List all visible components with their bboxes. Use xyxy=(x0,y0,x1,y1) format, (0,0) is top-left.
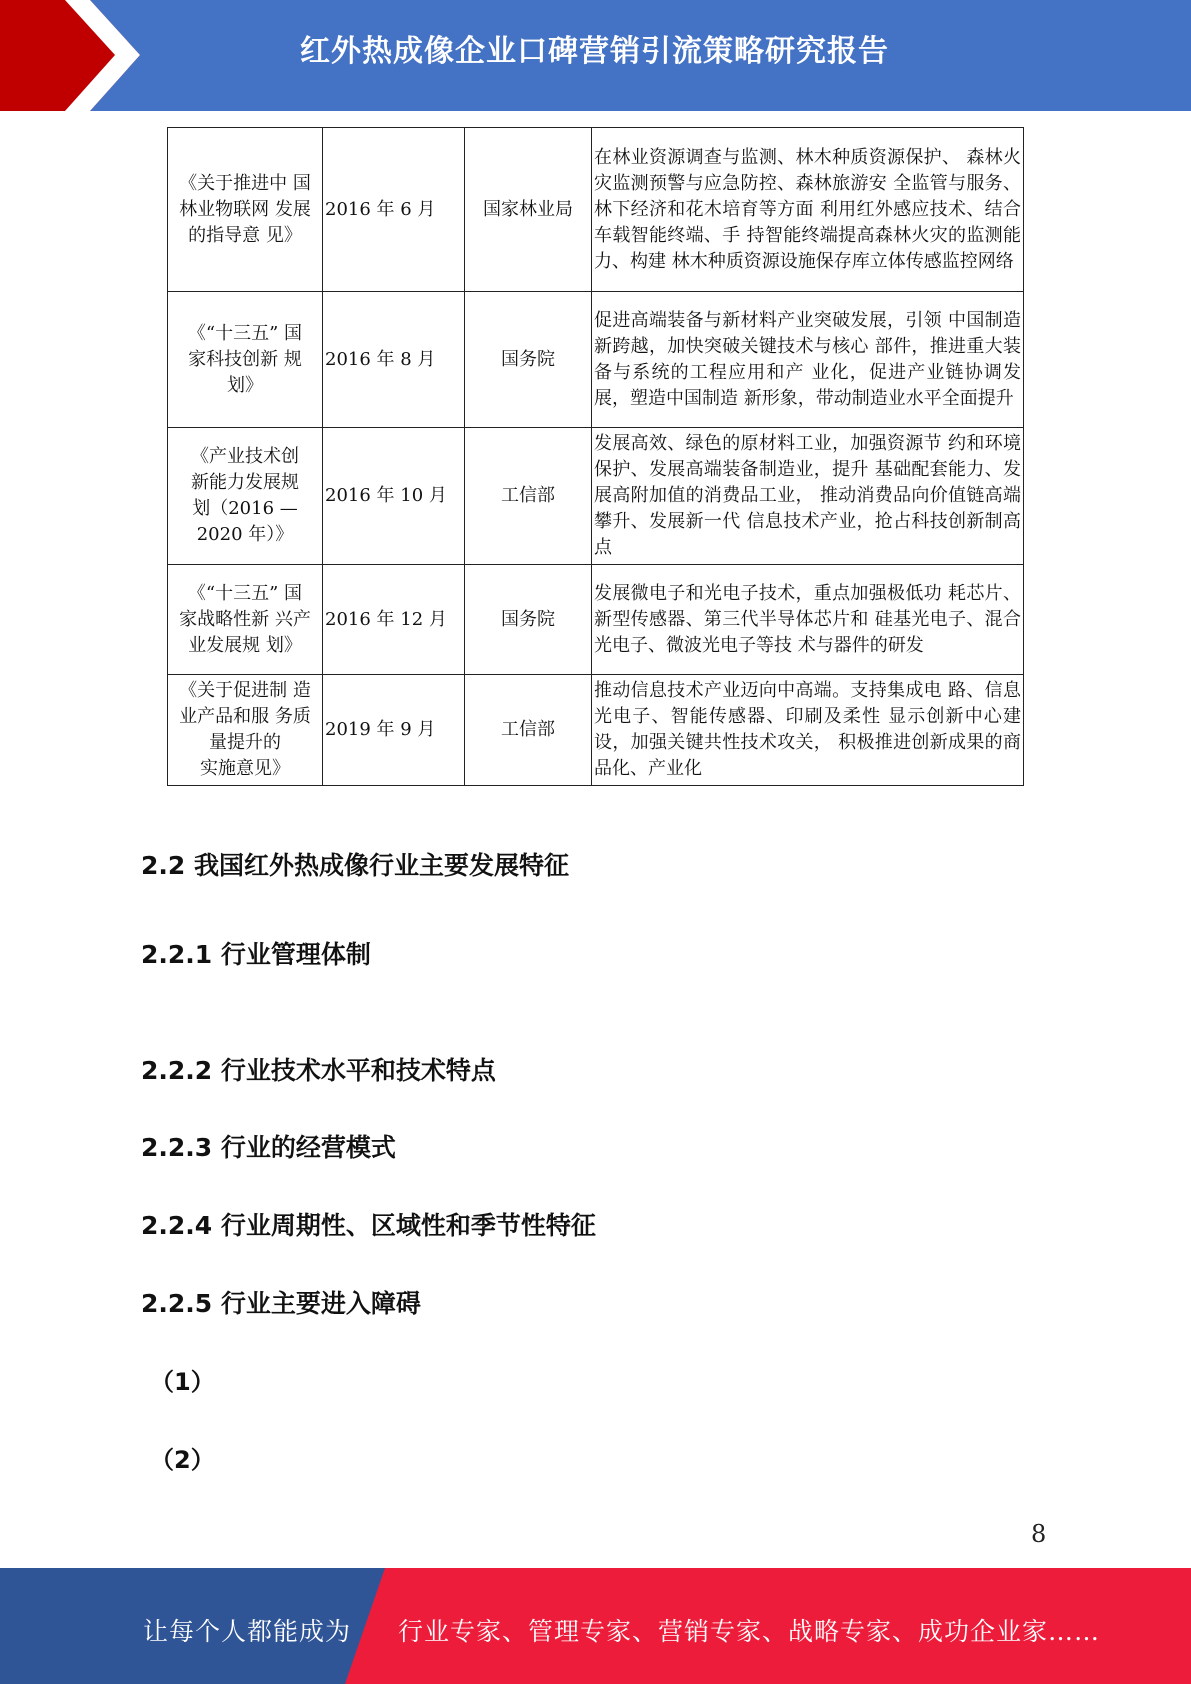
footer-slogan-right: 行业专家、管理专家、营销专家、战略专家、成功企业家…… xyxy=(398,1617,1101,1646)
policy-name-line: 家科技创新 规 xyxy=(188,348,302,370)
policy-department-cell: 国家林业局 xyxy=(465,128,592,292)
policy-description-cell: 在林业资源调查与监测、林木种质资源保护、 森林火灾监测预警与应急防控、森林旅游安 全监管与服务、林下经济和花木培育等方面 利用红外感应技术、结合车载智能终端、手 持智能终端提高森林火灾的监测能力、构建 林木种质资源设施保存库立体传感监控网络 xyxy=(592,128,1024,292)
report-title: 红外热成像企业口碑营销引流策略研究报告 xyxy=(300,34,889,69)
footer-banner xyxy=(0,1568,1191,1684)
policy-name-cell xyxy=(168,292,323,428)
policy-department-cell: 国务院 xyxy=(465,565,592,675)
policy-description-cell: 发展高效、绿色的原材料工业，加强资源节 约和环境保护、发展高端装备制造业，提升 基础配套能力、发展高附加值的消费品工业， 推动消费品向价值链高端攀升、发展新一代 信息技术产业，抢占科技创新制高点 xyxy=(592,428,1024,565)
table-row xyxy=(168,128,1024,292)
table-row xyxy=(168,565,1024,675)
policy-date-cell: 2019 年 9 月 xyxy=(323,675,465,786)
policy-name-line: 家战略性新 兴产 xyxy=(179,608,311,630)
list-item-1: （1） xyxy=(150,1368,215,1396)
policy-name-line: 2020 年）》 xyxy=(196,524,294,545)
section-heading-2-2-4: 2.2.4 行业周期性、区域性和季节性特征 xyxy=(141,1211,596,1240)
policy-department-cell: 国务院 xyxy=(465,292,592,428)
table-row xyxy=(168,292,1024,428)
header-arrow-decoration xyxy=(0,0,160,111)
policy-name-line: 业产品和服 务质 xyxy=(179,706,311,727)
policy-name-line: 划》 xyxy=(227,374,263,396)
section-heading-2-2: 2.2 我国红外热成像行业主要发展特征 xyxy=(141,851,569,880)
policy-date-cell: 2016 年 8 月 xyxy=(323,292,465,428)
policy-name-line: 《关于促进制 造 xyxy=(179,680,311,701)
policy-name-line: 《“十三五” 国 xyxy=(187,322,303,344)
policy-name-line: 《产业技术创 xyxy=(191,446,299,467)
policy-date-cell: 2016 年 6 月 xyxy=(323,128,465,292)
policy-name-line: 《关于推进中 国 xyxy=(179,172,311,194)
table-row xyxy=(168,675,1024,786)
policy-name-line: 划（2016 — xyxy=(192,498,298,519)
section-heading-2-2-1: 2.2.1 行业管理体制 xyxy=(141,940,371,969)
policy-name-cell xyxy=(168,128,323,292)
policy-description-cell: 促进高端装备与新材料产业突破发展，引领 中国制造新跨越，加快突破关键技术与核心 部件，推进重大装备与系统的工程应用和产 业化，促进产业链协调发展，塑造中国制造 新形象，带动制造业水平全面提升 xyxy=(592,292,1024,428)
policy-table xyxy=(167,127,1024,786)
policy-date-cell: 2016 年 12 月 xyxy=(323,565,465,675)
policy-name-line: 林业物联网 发展 xyxy=(179,198,311,220)
policy-name-cell xyxy=(168,565,323,675)
policy-name-cell xyxy=(168,428,323,565)
section-heading-2-2-5: 2.2.5 行业主要进入障碍 xyxy=(141,1289,421,1318)
policy-name-line: 量提升的 xyxy=(209,732,281,753)
section-heading-2-2-3: 2.2.3 行业的经营模式 xyxy=(141,1133,396,1162)
policy-name-line: 业发展规 划》 xyxy=(188,634,302,656)
policy-name-cell xyxy=(168,675,323,786)
policy-name-line: 的指导意 见》 xyxy=(188,224,302,246)
policy-department-cell: 工信部 xyxy=(465,428,592,565)
policy-department-cell: 工信部 xyxy=(465,675,592,786)
policy-description-cell: 发展微电子和光电子技术，重点加强极低功 耗芯片、新型传感器、第三代半导体芯片和 硅基光电子、混合光电子、微波光电子等技 术与器件的研发 xyxy=(592,565,1024,675)
table-row xyxy=(168,428,1024,565)
policy-date-cell: 2016 年 10 月 xyxy=(323,428,465,565)
page-number: 8 xyxy=(1031,1520,1047,1548)
policy-name-line: 《“十三五” 国 xyxy=(187,582,303,604)
policy-name-line: 新能力发展规 xyxy=(191,472,299,493)
header-banner xyxy=(0,0,1191,111)
list-item-2: （2） xyxy=(150,1446,215,1474)
footer-slogan-left: 让每个人都能成为 xyxy=(143,1617,352,1646)
section-heading-2-2-2: 2.2.2 行业技术水平和技术特点 xyxy=(141,1056,496,1085)
policy-name-line: 实施意见》 xyxy=(200,758,290,779)
policy-description-cell: 推动信息技术产业迈向中高端。支持集成电 路、信息光电子、智能传感器、印刷及柔性 显示创新中心建设，加强关键共性技术攻关， 积极推进创新成果的商品化、产业化 xyxy=(592,675,1024,786)
